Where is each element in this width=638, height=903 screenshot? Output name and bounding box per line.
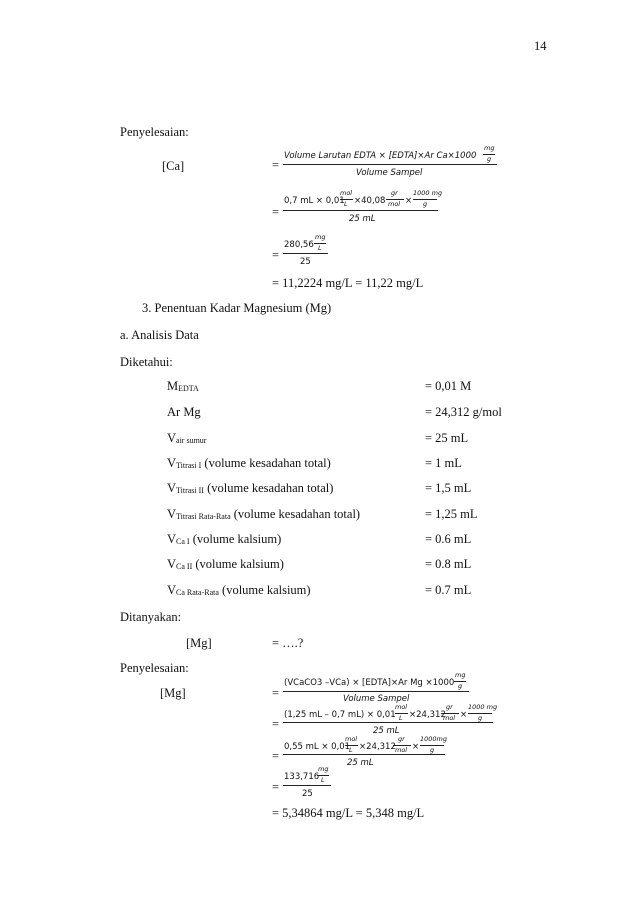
mg-f2-denominator: 25 mL xyxy=(373,726,400,736)
mg-f3-1000mg: 1000mg xyxy=(420,735,447,743)
ca-solution-heading: Penyelesaian: xyxy=(120,125,189,139)
mg-f3-mol: mol xyxy=(345,735,358,743)
ca-f2-g: g xyxy=(423,200,428,208)
given-row-value: = 1,25 mL xyxy=(425,507,478,521)
mg-f2-g: g xyxy=(478,714,483,722)
given-row-label: $V_{Titrasi I}$ (volume kesadahan total) xyxy=(167,456,331,470)
given-row-label: $V_{air sumur}$ xyxy=(167,431,207,445)
subsection-a-heading: a. Analisis Data xyxy=(120,328,199,342)
mg-f3-num-a: 0,55 mL × 0,01 xyxy=(284,742,351,752)
ca-eq-1: = xyxy=(272,158,280,172)
mg-eq-2: = xyxy=(272,717,280,731)
ca-f2-num-a: 0,7 mL × 0,01 xyxy=(284,196,345,206)
ca-eq-3: = xyxy=(272,248,280,262)
mg-f2-num-c: × xyxy=(460,710,468,720)
asked-mg-value: = ….? xyxy=(272,636,304,650)
mg-f2-L: L xyxy=(399,714,403,722)
mg-f4-fraction-bar xyxy=(283,785,331,786)
given-row-value: = 25 mL xyxy=(425,431,469,445)
ca-f1-fraction-bar xyxy=(283,164,497,165)
mg-result: = 5,34864 mg/L = 5,348 mg/L xyxy=(272,806,425,820)
mg-f2-mol2: mol xyxy=(443,714,456,722)
mg-f2-fraction-bar xyxy=(283,722,493,723)
asked-heading: Ditanyakan: xyxy=(120,610,182,624)
ca-f3-unit-bot: L xyxy=(318,244,322,252)
ca-f1-unit-top: mg xyxy=(484,144,495,152)
ca-f2-mol: mol xyxy=(340,189,353,197)
mg-label: [Mg] xyxy=(160,686,186,700)
mg-f2-1000mg: 1000 mg xyxy=(468,703,498,711)
given-row-label: $V_{Ca Rata-Rata}$ (volume kalsium) xyxy=(167,583,311,597)
given-row-label: $V_{Ca II}$ (volume kalsium) xyxy=(167,557,284,571)
given-row-value: = 0.8 mL xyxy=(425,557,472,571)
mg-eq-3: = xyxy=(272,749,280,763)
mg-f1-unit-top: mg xyxy=(455,671,466,679)
mg-f3-mol2: mol xyxy=(395,746,408,754)
mg-f2-num-b: ×24,312 xyxy=(409,710,446,720)
section-3-heading: 3. Penentuan Kadar Magnesium (Mg) xyxy=(142,301,332,315)
mg-f3-num-c: × xyxy=(412,742,420,752)
ca-f2-mol2: mol xyxy=(388,200,401,208)
ca-f1-numerator: Volume Larutan EDTA × [EDTA]×Ar Ca×1000 xyxy=(284,151,477,161)
mg-f3-L: L xyxy=(349,746,353,754)
mg-f4-numerator: 133,716 xyxy=(284,772,320,782)
given-row-value: = 0.7 mL xyxy=(425,583,472,597)
mg-eq-4: = xyxy=(272,780,280,794)
given-row-value: = 1,5 mL xyxy=(425,481,472,495)
given-heading: Diketahui: xyxy=(120,355,173,369)
given-row-label: Ar Mg xyxy=(167,405,201,419)
given-row-label: $V_{Titrasi II}$ (volume kesadahan total) xyxy=(167,481,334,495)
mg-f2-num-a: (1,25 mL – 0,7 mL) × 0,01 xyxy=(284,710,396,720)
mg-solution-heading: Penyelesaian: xyxy=(120,661,189,675)
given-row-value: = 0.6 mL xyxy=(425,532,472,546)
mg-f4-unit-bot: L xyxy=(321,776,325,784)
ca-f2-gr: gr xyxy=(391,189,398,197)
ca-f1-unit-bot: g xyxy=(487,155,492,163)
ca-label: [Ca] xyxy=(162,159,185,173)
page-number: 14 xyxy=(534,39,547,53)
given-row-value: = 1 mL xyxy=(425,456,462,470)
asked-mg-label: [Mg] xyxy=(186,636,212,650)
mg-f2-mol: mol xyxy=(395,703,408,711)
mg-eq-1: = xyxy=(272,686,280,700)
ca-eq-2: = xyxy=(272,205,280,219)
ca-f2-num-b: ×40,08 xyxy=(354,196,386,206)
ca-result: = 11,2224 mg/L = 11,22 mg/L xyxy=(272,276,424,290)
mg-f1-unit-bot: g xyxy=(458,682,463,690)
mg-f3-g: g xyxy=(430,746,435,754)
ca-f3-numerator: 280,56 xyxy=(284,240,314,250)
given-row-label: $M_{EDTA}$ xyxy=(167,379,199,393)
mg-f3-denominator: 25 mL xyxy=(347,758,374,768)
ca-f3-unit-top: mg xyxy=(315,233,326,241)
given-row-label: $V_{Ca I}$ (volume kalsium) xyxy=(167,532,282,546)
ca-f2-L: L xyxy=(344,200,348,208)
ca-f1-denominator: Volume Sampel xyxy=(356,168,423,178)
mg-f4-denominator: 25 xyxy=(302,789,313,799)
ca-f3-denominator: 25 xyxy=(300,257,311,267)
mg-f1-numerator: (VCaCO3 –VCa) × [EDTA]×Ar Mg ×1000 xyxy=(284,678,455,688)
mg-f1-fraction-bar xyxy=(283,691,469,692)
mg-f3-fraction-bar xyxy=(283,754,445,755)
ca-f2-fraction-bar xyxy=(283,210,438,211)
mg-f3-gr: gr xyxy=(398,735,405,743)
ca-f2-num-c: × xyxy=(405,196,413,206)
mg-f1-denominator: Volume Sampel xyxy=(343,694,410,704)
given-row-value: = 24,312 g/mol xyxy=(425,405,502,419)
given-row-value: = 0,01 M xyxy=(425,379,472,393)
mg-f3-num-b: ×24,312 xyxy=(359,742,396,752)
given-row-label: $V_{Titrasi Rata-Rata}$ (volume kesadahan total) xyxy=(167,507,361,521)
mg-f2-gr: gr xyxy=(446,703,453,711)
ca-f2-1000mg: 1000 mg xyxy=(413,189,443,197)
ca-f3-fraction-bar xyxy=(283,253,328,254)
mg-f4-unit-top: mg xyxy=(318,765,329,773)
ca-f2-denominator: 25 mL xyxy=(349,214,376,224)
